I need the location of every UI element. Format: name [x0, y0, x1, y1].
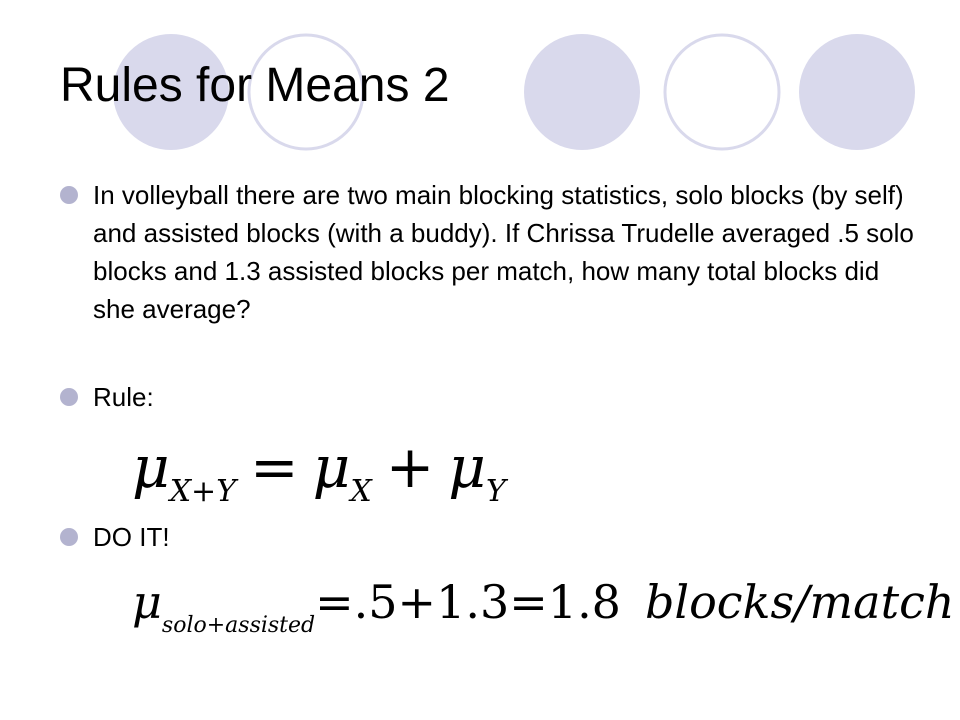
- mu-symbol: μ: [448, 433, 486, 501]
- bullet-dot-icon: [60, 186, 78, 204]
- mu-symbol: μ: [132, 575, 162, 629]
- subscript-x-plus-y: X+Y: [169, 474, 237, 509]
- subscript-x: X: [350, 474, 372, 509]
- bullet-text: Rule:: [93, 382, 154, 412]
- equals-sign: =: [250, 433, 299, 501]
- subscript-solo-plus-assisted: solo+assisted: [161, 613, 316, 638]
- bullet-text: In volleyball there are two main blocking statistics, solo blocks (by self) and assisted blocks (with a buddy). If Chrissa Trudelle averaged .5 solo blocks and 1.3 assisted blocks per match, how many total blocks did she average?: [93, 180, 914, 324]
- mu-symbol: μ: [132, 433, 170, 501]
- answer-expression: =.5+1.3=1.8: [315, 575, 621, 629]
- circle-outline-2: [665, 35, 779, 149]
- answer-equation: [132, 572, 954, 656]
- bullet-text: DO IT!: [93, 522, 170, 552]
- bullet-dot-icon: [60, 388, 78, 406]
- rule-equation: [132, 432, 506, 527]
- mu-symbol: μ: [312, 433, 351, 501]
- circle-filled-3: [799, 34, 915, 150]
- bullet-item-question: [60, 176, 920, 328]
- slide-title: Rules for Means 2: [60, 59, 450, 112]
- bullet-dot-icon: [60, 528, 78, 546]
- bullet-item-rule: [60, 378, 154, 416]
- answer-unit: blocks/match: [644, 575, 955, 629]
- circle-filled-2: [524, 34, 640, 150]
- subscript-y: Y: [486, 474, 506, 509]
- plus-sign: +: [385, 433, 435, 501]
